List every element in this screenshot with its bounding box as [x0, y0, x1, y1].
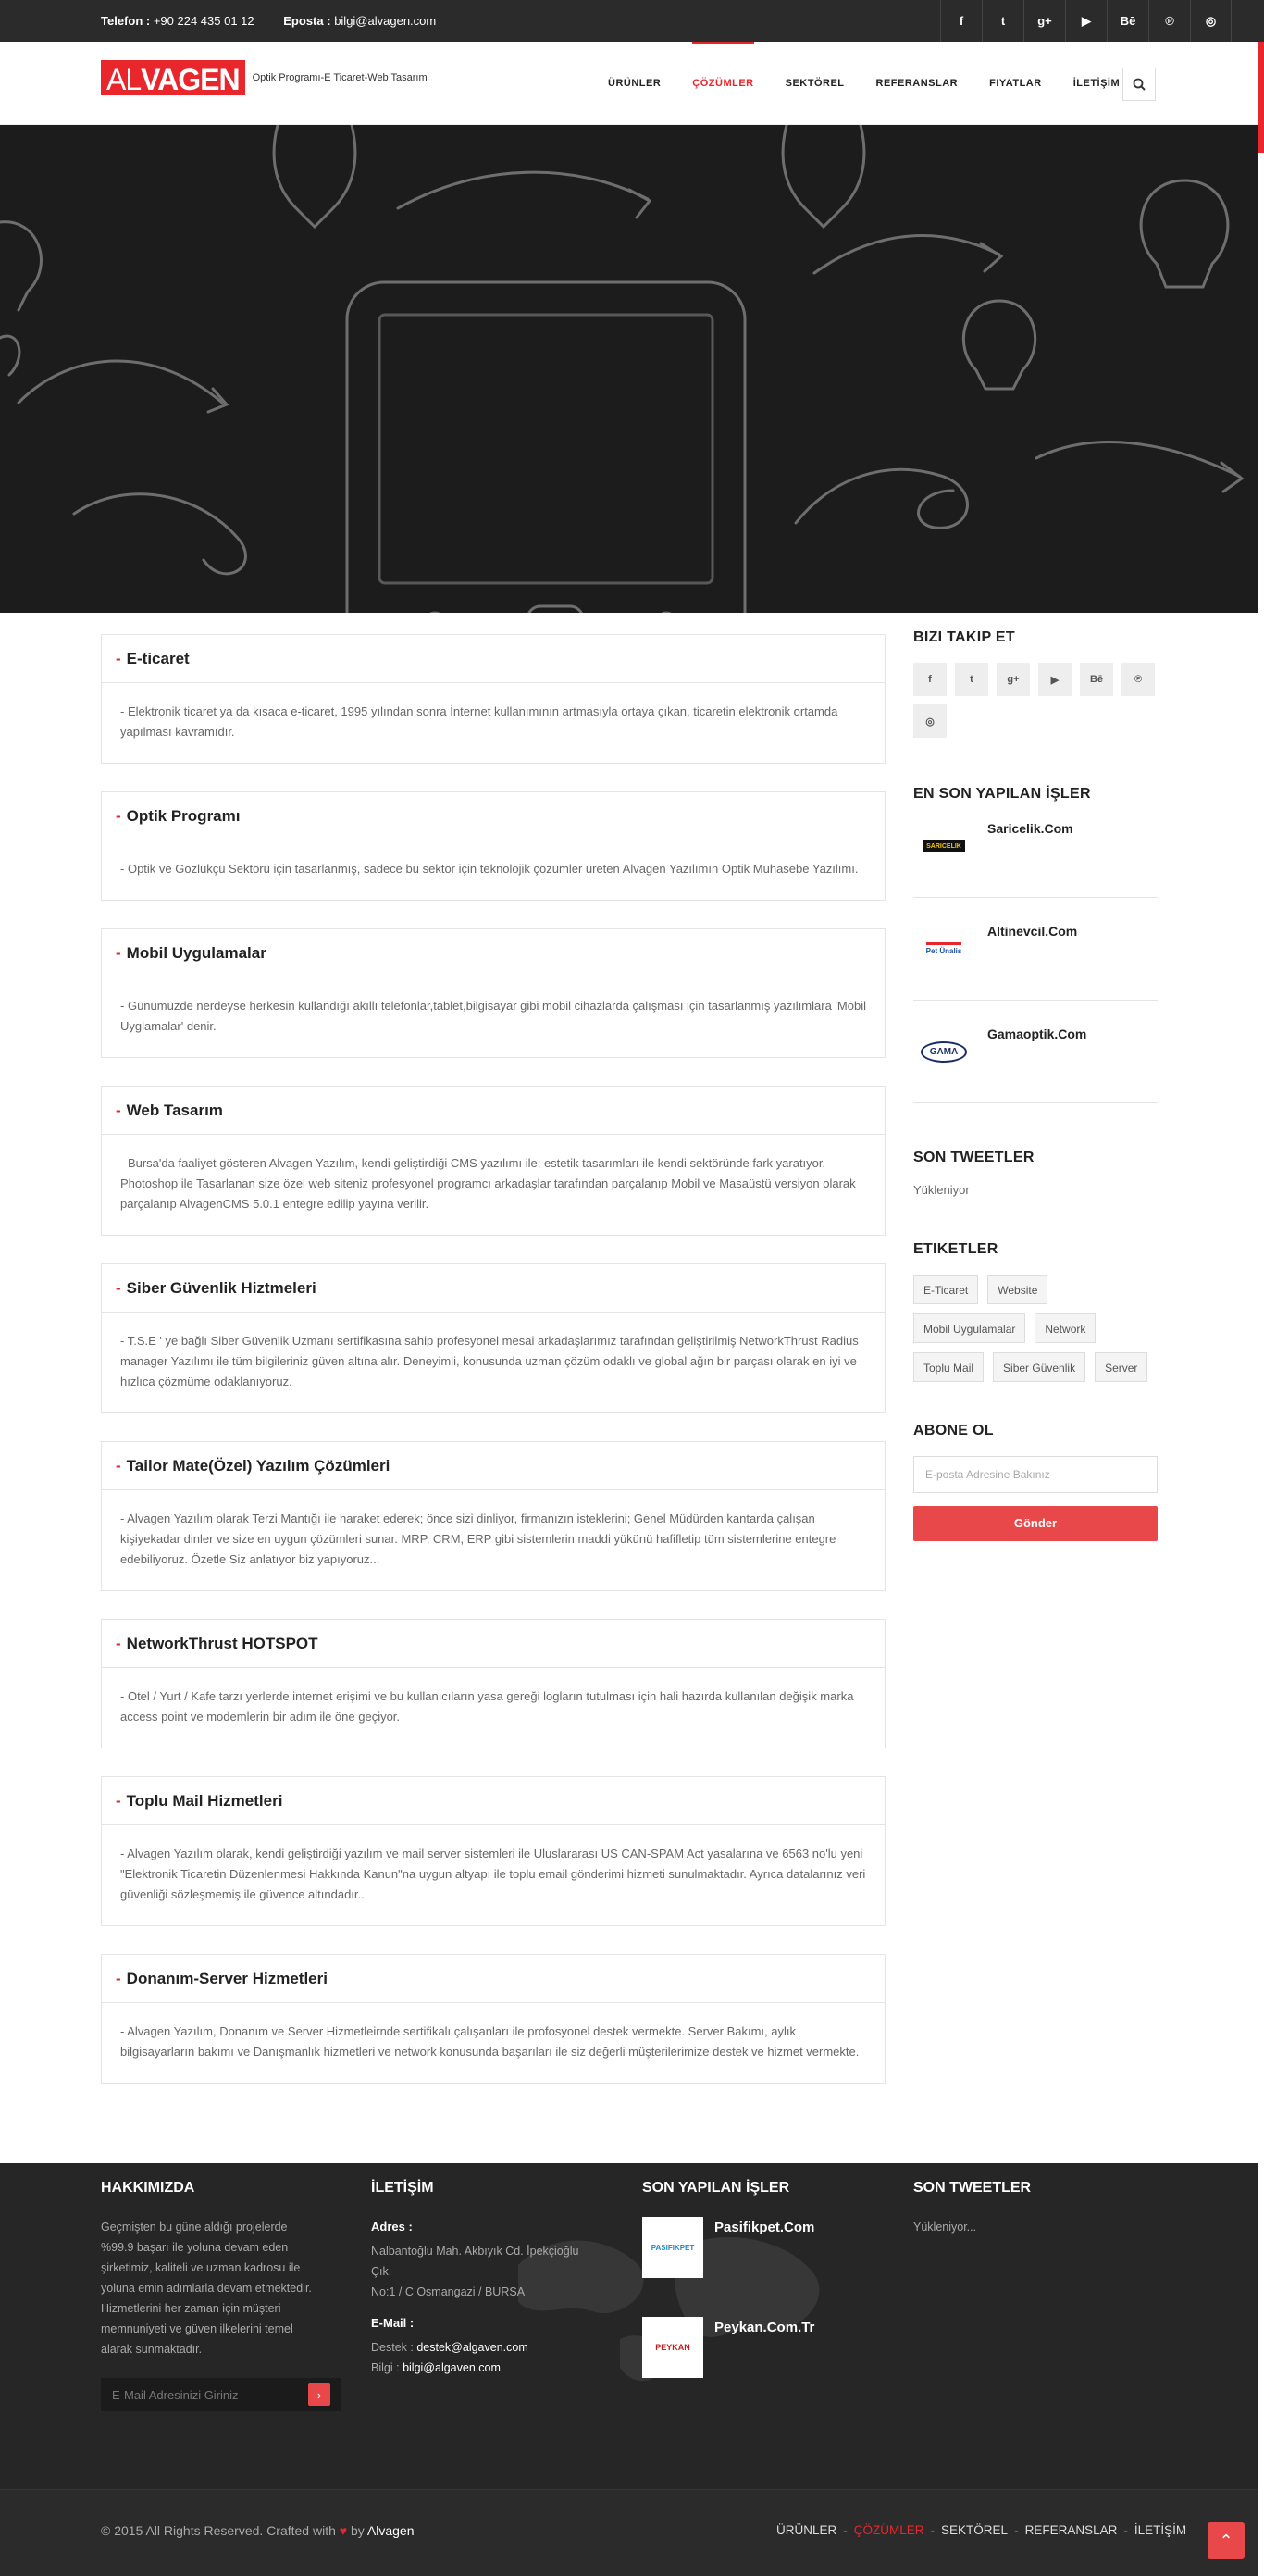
address-label: Adres : [371, 2220, 413, 2234]
chalkboard-illustration [0, 125, 1258, 613]
nav-separator: - [1014, 2523, 1019, 2537]
footer-contact [371, 2180, 584, 2378]
side-accent-bar [1258, 42, 1264, 153]
footer-nav-referanslar[interactable]: REFERANSLAR [1024, 2523, 1118, 2537]
card-title-text: Donanım-Server Hizmetleri [126, 1969, 328, 1987]
facebook-icon[interactable]: f [913, 663, 947, 696]
tag-item[interactable]: Website [987, 1275, 1047, 1304]
title-dash: - [116, 806, 121, 825]
footer [0, 2163, 1258, 2489]
recent-work-item[interactable] [913, 922, 1158, 1001]
phone-number[interactable]: +90 224 435 01 12 [153, 14, 254, 28]
tag-item[interactable]: Server [1095, 1352, 1147, 1382]
main-header [0, 42, 1264, 125]
title-dash: - [116, 1101, 121, 1119]
title-dash: - [116, 943, 121, 962]
card-text: Elektronik ticaret ya da kısaca e-ticaret, 1995 yılından sonra İnternet kullanımının artmasıyla ortaya çıkan, ticaretin elektronik ortamda yapılması kavramıdır. [120, 704, 838, 739]
solution-card [101, 1263, 886, 1413]
card-body: - Alvagen Yazılım olarak, kendi geliştirdiği yazılım ve mail server sistemleri ile Uluslararası US CAN-SPAM Act yasalarına ve 6563 no'lu yeni "Elektronik Ticaretin Düzenlenmesi Hakkında Kanun"na uygun altyapı ile toplu email gönderimi hizmeti sunulmaktadır. Ayrıca datalarınız veri güvenliği sözleşmemiş ile güvence altındadır.. [120, 1847, 866, 1901]
card-title-text: Optik Programı [126, 806, 241, 825]
work-thumbnail [913, 922, 974, 976]
top-social-links [940, 0, 1232, 42]
subscribe-email-input[interactable]: E-posta Adresine Bakınız [913, 1456, 1158, 1493]
twitter-icon[interactable]: t [982, 0, 1023, 42]
footer-email-placeholder: E-Mail Adresinizi Giriniz [112, 2387, 239, 2402]
pinterest-icon[interactable]: ℗ [1148, 0, 1190, 42]
card-title[interactable] [102, 929, 885, 977]
copyright-text: © 2015 All Rights Reserved. Crafted with [101, 2523, 336, 2538]
phone-info [101, 14, 254, 28]
pinterest-icon[interactable]: ℗ [1121, 663, 1155, 696]
google-plus-icon[interactable]: g+ [1023, 0, 1065, 42]
subscribe-button[interactable]: Gönder [913, 1506, 1158, 1541]
footer-work-item[interactable] [642, 2317, 855, 2378]
main-nav [592, 42, 1135, 125]
card-text: Alvagen Yazılım olarak, kendi geliştirdiği yazılım ve mail server sistemleri ile Uluslararası US CAN-SPAM Act yasalarına ve 6563 no'lu yeni "Elektronik Ticaretin Düzenlenmesi Hakkında Kanun"na uygun altyapı ile toplu email gönderimi hizmeti sunulmaktadır. Ayrıca datalarınız veri güvenliği sözleşmemiş ile güvence altındadır.. [120, 1847, 866, 1901]
card-title-text: NetworkThrust HOTSPOT [126, 1634, 318, 1652]
nav-referanslar[interactable]: REFERANSLAR [875, 78, 959, 89]
tweets-title: SON TWEETLER [913, 1150, 1035, 1165]
behance-icon[interactable]: Bē [1080, 663, 1113, 696]
work-logo: Pet Ünalis [926, 942, 962, 955]
tag-item[interactable]: Mobil Uygulamalar [913, 1313, 1025, 1343]
solution-card [101, 1441, 886, 1591]
youtube-icon[interactable]: ▶ [1065, 0, 1107, 42]
sidebar [913, 629, 1158, 1541]
card-body: - Bursa'da faaliyet gösteren Alvagen Yazılım, kendi geliştirdiği CMS yazılımı ile; estetik tasarımları ile kendi sektöründe fark yaratıyor. Photoshop ile Tasarlanan size özel web siteniz profesyonel programcı arkadaşlar tarafından parçalanıp Mobil ve Masaüstü versiyon olarak parçalanıp AlvagenCMS 5.0.1 entegre edilip yayına verilir. [120, 1156, 856, 1211]
solution-card [101, 1086, 886, 1236]
footer-tweets-loading: Yükleniyor... [913, 2221, 977, 2234]
search-icon [1133, 78, 1146, 91]
work-logo: PEYKAN [655, 2343, 690, 2352]
address-line-2: No:1 / C Osmangazi / BURSA [371, 2285, 526, 2298]
work-name[interactable]: Pasifikpet.Com [714, 2220, 815, 2235]
card-title[interactable] [102, 1620, 885, 1668]
solutions-list [101, 634, 886, 2111]
card-text: Alvagen Yazılım olarak Terzi Mantığı ile haraket ederek; önce sizi dinliyor, firmanızın isteklerini; Genel Müdürden kantarda çalışan kişiyekadar dinler ve size en uygun çözümleri sunar. MRP, CRM, ERP gibi sistemlerin maddi yükünü hafifletip tüm sistemlerine entegre edebiliyoruz. Özetle Siz anlatıyor biz yapıyoruz... [120, 1512, 836, 1566]
heart-icon: ♥ [339, 2523, 348, 2538]
follow-icons [913, 663, 1158, 738]
google-plus-icon[interactable]: g+ [997, 663, 1030, 696]
footer-works [642, 2180, 855, 2417]
solution-card [101, 634, 886, 764]
recent-work-item[interactable] [913, 819, 1158, 898]
title-dash: - [116, 1634, 121, 1652]
info-email[interactable]: bilgi@algaven.com [403, 2361, 501, 2374]
tag-item[interactable]: Siber Güvenlik [993, 1352, 1085, 1382]
card-title-text: Toplu Mail Hizmetleri [126, 1791, 283, 1810]
title-dash: - [116, 1791, 121, 1810]
by-text: by [350, 2523, 365, 2538]
nav-urunler[interactable]: ÜRÜNLER [608, 78, 662, 89]
tag-item[interactable]: E-Ticaret [913, 1275, 978, 1304]
nav-sektorel[interactable]: SEKTÖREL [785, 78, 845, 89]
hero-banner [0, 125, 1258, 613]
nav-fiyatlar[interactable]: FIYATLAR [989, 78, 1042, 89]
site-tagline: Optik Programı-E Ticaret-Web Tasarım [252, 72, 428, 83]
footer-about [101, 2180, 322, 2411]
logo-part-1: AL [106, 63, 142, 96]
card-title[interactable] [102, 635, 885, 683]
card-title[interactable] [102, 1264, 885, 1313]
card-text: Bursa'da faaliyet gösteren Alvagen Yazılım, kendi geliştirdiği CMS yazılımı ile; estetik tasarımları ile kendi sektöründe fark yaratıyor. Photoshop ile Tasarlanan size özel web siteniz profesyonel programcı arkadaşlar tarafından parçalanıp Mobil ve Masaüstü versiyon olarak parçalanıp AlvagenCMS 5.0.1 entegre edilip yayına verilir. [120, 1156, 856, 1211]
copyright [101, 2523, 415, 2538]
facebook-icon[interactable]: f [940, 0, 982, 42]
card-title[interactable] [102, 1442, 885, 1490]
work-logo: SARICELIK [923, 840, 965, 852]
tag-item[interactable]: Toplu Mail [913, 1352, 984, 1382]
nav-separator: - [843, 2523, 848, 2537]
footer-works-title: SON YAPILAN İŞLER [642, 2180, 790, 2196]
card-text: Otel / Yurt / Kafe tarzı yerlerde internet erişimi ve bu kullanıcıların yasa gereği logların tutulması için hali hazırda kullanılan değişik marka access point ve modemlerin bir adım ile öne geçiyor. [120, 1689, 854, 1724]
card-title-text: Mobil Uygulamalar [126, 943, 266, 962]
title-dash: - [116, 1456, 121, 1475]
work-thumbnail [642, 2317, 703, 2378]
card-text: Optik ve Gözlükçü Sektörü için tasarlanmış, sadece bu sektör için teknolojik çözümler üreten Alvagen Yazılımın Optik Muhasebe Yazılımı. [127, 862, 859, 876]
card-body: - Günümüzde nerdeyse herkesin kullandığı akıllı telefonlar,tablet,bilgisayar gibi mobil cihazlarda çalışması için tasarlanmış yazılımlara 'Mobil Uyglamalar' denir. [120, 999, 866, 1033]
card-text: Günümüzde nerdeyse herkesin kullandığı akıllı telefonlar,tablet,bilgisayar gibi mobil cihazlarda çalışması için tasarlanmış yazılımlara 'Mobil Uyglamalar' denir. [120, 999, 866, 1033]
recent-work-item[interactable] [913, 1025, 1158, 1103]
card-body: - Elektronik ticaret ya da kısaca e-ticaret, 1995 yılından sonra İnternet kullanımının artmasıyla ortaya çıkan, ticaretin elektronik ortamda yapılması kavramıdır. [120, 704, 838, 739]
nav-iletisim[interactable]: İLETİŞİM [1072, 78, 1121, 89]
card-body: - Alvagen Yazılım, Donanım ve Server Hizmetleirnde sertifikalı çalışanları ile profosyonel destek vermekte. Server Bakımı, aylık bilgisayarların bakımı ve Danışmanlık hizmetleri ve network konusunda başarıları ile siz değerli müşterilerimize destek ve hizmet vermekte. [120, 2024, 860, 2059]
info-label: Bilgi : [371, 2361, 400, 2374]
title-dash: - [116, 1278, 121, 1297]
footer-nav-urunler[interactable]: ÜRÜNLER [776, 2523, 837, 2537]
card-title-text: Siber Güvenlik Hiztmeleri [126, 1278, 316, 1297]
title-dash: - [116, 649, 121, 667]
behance-icon[interactable]: Bē [1107, 0, 1148, 42]
dribbble-icon[interactable]: ◎ [913, 704, 947, 738]
footer-work-item[interactable] [642, 2217, 855, 2278]
chevron-up-icon: ⌃ [1219, 2531, 1233, 2550]
top-bar [0, 0, 1264, 42]
card-body: - T.S.E ' ye bağlı Siber Güvenlik Uzmanı sertifikasına sahip profesyonel mesai arkadaşlarımız tarafından geliştirilmiş NetworkThrust Radius manager Yazılımı ile tüm bilgileriniz güven altına alır. Deneyimli, konusunda uzman çözüm odaklı ve global ağın bir parçası olarak en iyi ve hızlıca çözmüme odaklanıyoruz. [120, 1334, 859, 1388]
logo-wordmark [101, 60, 245, 95]
email-label: Eposta : [283, 14, 331, 28]
footer-tweets-title: SON TWEETLER [913, 2180, 1032, 2196]
tag-cloud [913, 1275, 1158, 1382]
nav-cozumler[interactable]: ÇÖZÜMLER [676, 42, 769, 125]
card-body: - Alvagen Yazılım olarak Terzi Mantığı ile haraket ederek; önce sizi dinliyor, firmanızın isteklerini; Genel Müdürden kantarda çalışan kişiyekadar dinler ve size en uygun çözümleri sunar. MRP, CRM, ERP gibi sistemlerin maddi yükünü hafifletip tüm sistemlerine entegre edebiliyoruz. Özetle Siz anlatıyor biz yapıyoruz... [120, 1512, 836, 1566]
card-title[interactable] [102, 1087, 885, 1135]
footer-nav-cozumler[interactable]: ÇÖZÜMLER [853, 2523, 924, 2537]
tag-item[interactable]: Network [1035, 1313, 1096, 1343]
card-title-text: Web Tasarım [126, 1101, 223, 1119]
logo-part-2: VAGEN [141, 63, 240, 96]
address-line-1: Nalbantoğlu Mah. Akbıyık Cd. İpekçioğlu Çık. [371, 2245, 579, 2278]
dribbble-icon[interactable]: ◎ [1190, 0, 1232, 42]
recent-works-title: EN SON YAPILAN İŞLER [913, 786, 1091, 802]
work-name[interactable]: Gamaoptik.Com [987, 1027, 1087, 1041]
chevron-right-icon[interactable]: › [308, 2383, 330, 2406]
solution-card [101, 1954, 886, 2084]
about-title: HAKKIMIZDA [101, 2180, 195, 2196]
support-label: Destek : [371, 2341, 414, 2354]
email-info [283, 14, 436, 28]
solution-card [101, 791, 886, 901]
email-label: E-Mail : [371, 2316, 415, 2330]
tweets-loading: Yükleniyor [913, 1183, 970, 1197]
work-name[interactable]: Altinevcil.Com [987, 924, 1078, 939]
youtube-icon[interactable]: ▶ [1038, 663, 1072, 696]
work-thumbnail [913, 819, 974, 873]
title-dash: - [116, 1969, 121, 1987]
phone-label: Telefon : [101, 14, 151, 28]
card-title[interactable] [102, 1955, 885, 2003]
tags-title: ETIKETLER [913, 1241, 998, 1257]
email-address[interactable]: bilgi@alvagen.com [334, 14, 437, 28]
solution-card [101, 928, 886, 1058]
work-logo: GAMA [921, 1041, 968, 1063]
follow-title: BIZI TAKIP ET [913, 629, 1015, 645]
work-logo: PASIFIKPET [651, 2243, 695, 2252]
work-thumbnail [642, 2217, 703, 2278]
nav-separator: - [930, 2523, 936, 2537]
site-logo[interactable] [101, 60, 428, 95]
footer-nav-iletisim[interactable]: İLETİŞİM [1134, 2523, 1187, 2537]
card-body: - Otel / Yurt / Kafe tarzı yerlerde internet erişimi ve bu kullanıcıların yasa gereği logların tutulması için hali hazırda kullanılan değişik marka access point ve modemlerin bir adım ile öne geçiyor. [120, 1689, 854, 1724]
card-title[interactable] [102, 1777, 885, 1825]
card-title-text: E-ticaret [126, 649, 190, 667]
brand-link[interactable]: Alvagen [366, 2523, 415, 2538]
solution-card [101, 1776, 886, 1926]
subscribe-title: ABONE OL [913, 1423, 994, 1438]
support-email[interactable]: destek@algaven.com [416, 2341, 528, 2354]
scroll-to-top-button[interactable] [1208, 2522, 1245, 2559]
contact-title: İLETİŞİM [371, 2180, 434, 2196]
card-title-text: Tailor Mate(Özel) Yazılım Çözümleri [126, 1456, 390, 1475]
contact-info [101, 14, 462, 28]
work-name[interactable]: Peykan.Com.Tr [714, 2320, 815, 2335]
nav-separator: - [1123, 2523, 1128, 2537]
about-text: Geçmişten bu güne aldığı projelerde %99.9 başarı ile yoluna devam eden şirketimiz, kaliteli ve uzman kadrosu ile yoluna emin adımlarla devam etmektedir. Hizmetlerini her zaman için müşteri memnuniyeti ve güven ilkelerini temel alarak sunmaktadır. [101, 2221, 312, 2356]
bottom-bar [0, 2489, 1258, 2576]
card-title[interactable] [102, 792, 885, 840]
work-thumbnail [913, 1025, 974, 1078]
footer-email-input[interactable] [101, 2378, 341, 2411]
footer-nav-sektorel[interactable]: SEKTÖREL [941, 2523, 1009, 2537]
footer-tweets [913, 2180, 1126, 2237]
card-text: T.S.E ' ye bağlı Siber Güvenlik Uzmanı sertifikasına sahip profesyonel mesai arkadaşlarımız tarafından geliştirilmiş NetworkThrust Radius manager Yazılımı ile tüm bilgileriniz güven altına alır. Deneyimli, konusunda uzman çözüm odaklı ve global ağın bir parçası olarak en iyi ve hızlıca çözmüme odaklanıyoruz. [120, 1334, 859, 1388]
footer-nav [770, 2523, 1193, 2537]
card-text: Alvagen Yazılım, Donanım ve Server Hizmetleirnde sertifikalı çalışanları ile profosyonel destek vermekte. Server Bakımı, aylık bilgisayarların bakımı ve Danışmanlık hizmetleri ve network konusunda başarıları ile siz değerli müşterilerimize destek ve hizmet vermekte. [120, 2024, 860, 2059]
work-name[interactable]: Saricelik.Com [987, 821, 1073, 836]
twitter-icon[interactable]: t [955, 663, 988, 696]
card-body: - Optik ve Gözlükçü Sektörü için tasarlanmış, sadece bu sektör için teknolojik çözümler üreten Alvagen Yazılımın Optik Muhasebe Yazılımı. [120, 862, 859, 876]
solution-card [101, 1619, 886, 1748]
search-button[interactable] [1122, 68, 1156, 101]
